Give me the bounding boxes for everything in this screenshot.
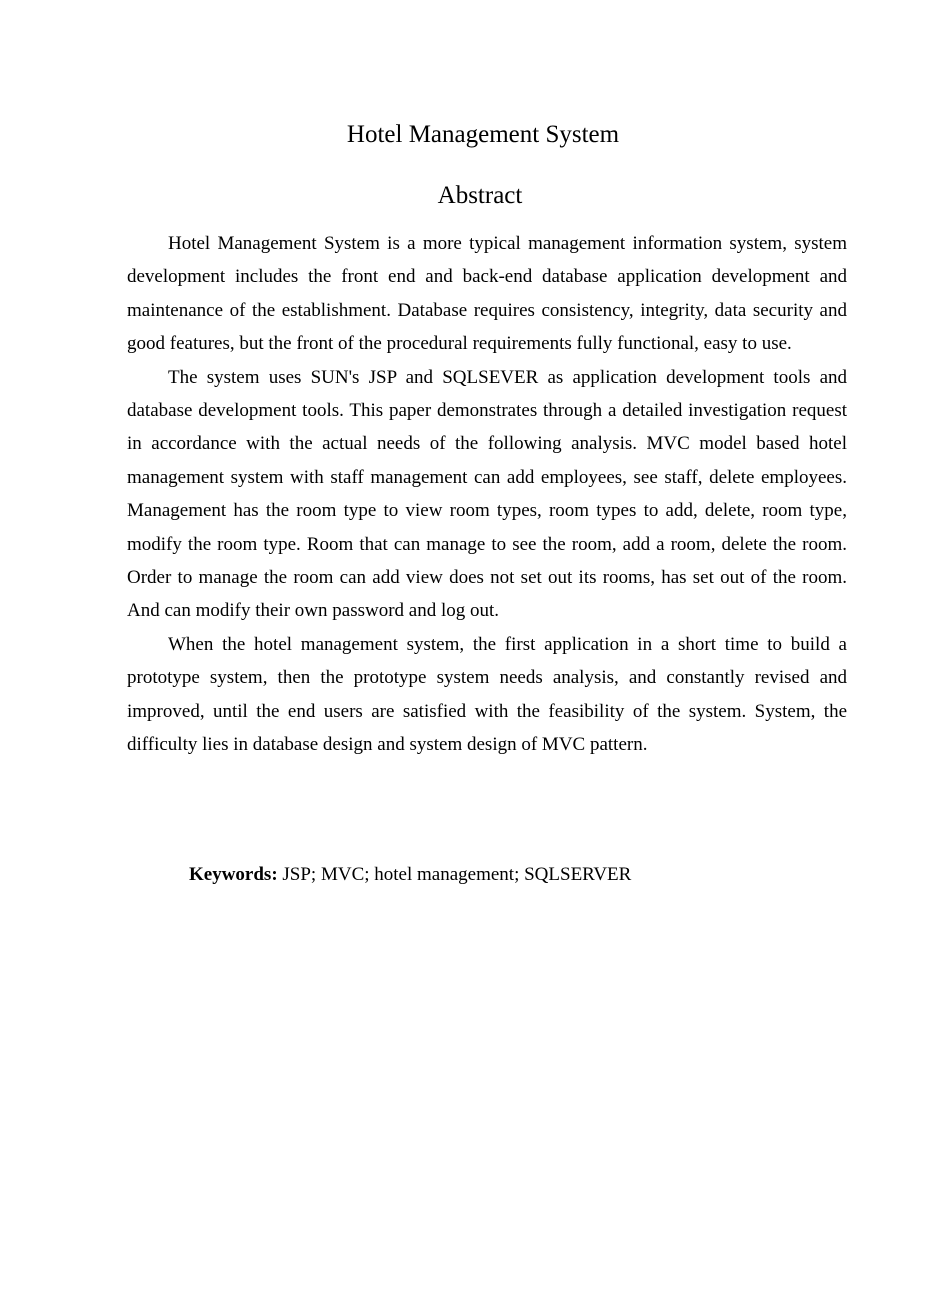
abstract-paragraph: When the hotel management system, the first application in a short time to build a prototype system, then the prototype system needs analysis, and constantly revised and improved, until the end users are satisfied with the feasibility of the system. System, the difficulty lies in database design and system design of MVC pattern. <box>127 633 847 756</box>
keywords-line <box>189 860 631 890</box>
abstract-body <box>127 227 847 762</box>
keywords-label: Keywords: <box>189 864 278 885</box>
abstract-heading: Abstract <box>437 182 523 209</box>
abstract-paragraph: The system uses SUN's JSP and SQLSEVER as application development tools and database development tools. This paper demonstrates through a detailed investigation request in accordance with the actual needs of the following analysis. MVC model based hotel management system with staff management can add employees, see staff, delete employees. Management has the room type to view room types, room types to add, delete, room type, modify the room type. Room that can manage to see the room, add a room, delete the room. Order to manage the room can add view does not set out its rooms, has set out of the room. And can modify their own password and log out. <box>127 366 847 622</box>
abstract-paragraph: Hotel Management System is a more typical management information system, system development includes the front end and back-end database application development and maintenance of the establishment. Database requires consistency, integrity, data security and good features, but the front of the procedural requirements fully functional, easy to use. <box>127 233 847 355</box>
document-title: Hotel Management System <box>346 121 620 148</box>
keywords-value: JSP; MVC; hotel management; SQLSERVER <box>282 864 632 885</box>
